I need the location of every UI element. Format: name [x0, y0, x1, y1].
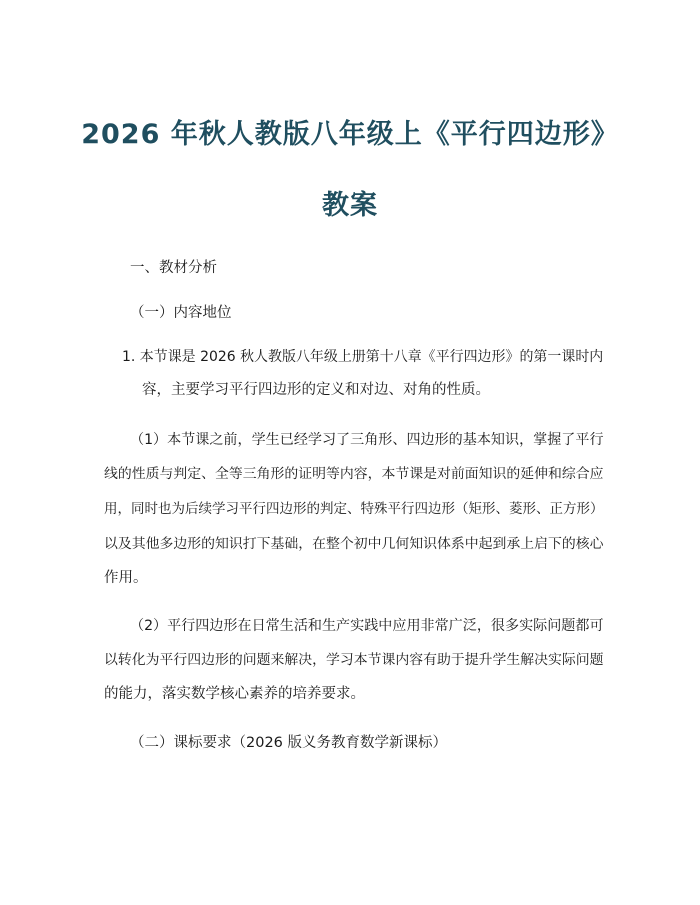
- paragraph-line: 以转化为平行四边形的问题来解决，学习本节课内容有助于提升学生解决实际问题: [104, 652, 604, 668]
- list-item-line: 1. 本节课是 2026 秋人教版八年级上册第十八章《平行四边形》的第一课时内: [122, 349, 604, 365]
- paragraph-line: 用，同时也为后续学习平行四边形的判定、特殊平行四边形（矩形、菱形、正方形）: [104, 501, 604, 517]
- subsection-heading: （二）课标要求（2026 版义务教育数学新课标）: [130, 735, 448, 751]
- doc-title-line2: 教案: [322, 190, 378, 221]
- section-heading: 一、教材分析: [130, 260, 217, 276]
- paragraph-line: 的能力，落实数学核心素养的培养要求。: [104, 686, 365, 702]
- paragraph-line: 作用。: [104, 570, 148, 586]
- paragraph-line: 线的性质与判定、全等三角形的证明等内容，本节课是对前面知识的延伸和综合应: [104, 466, 604, 482]
- paragraph-line: （2）平行四边形在日常生活和生产实践中应用非常广泛，很多实际问题都可: [130, 618, 604, 634]
- doc-title-line1: 2026 年秋人教版八年级上《平行四边形》: [81, 119, 619, 150]
- paragraph-line: （1）本节课之前，学生已经学习了三角形、四边形的基本知识，掌握了平行: [130, 432, 604, 448]
- paragraph-line: 以及其他多边形的知识打下基础，在整个初中几何知识体系中起到承上启下的核心: [104, 536, 604, 552]
- list-item-line: 容，主要学习平行四边形的定义和对边、对角的性质。: [142, 382, 490, 398]
- subsection-heading: （一）内容地位: [130, 305, 232, 321]
